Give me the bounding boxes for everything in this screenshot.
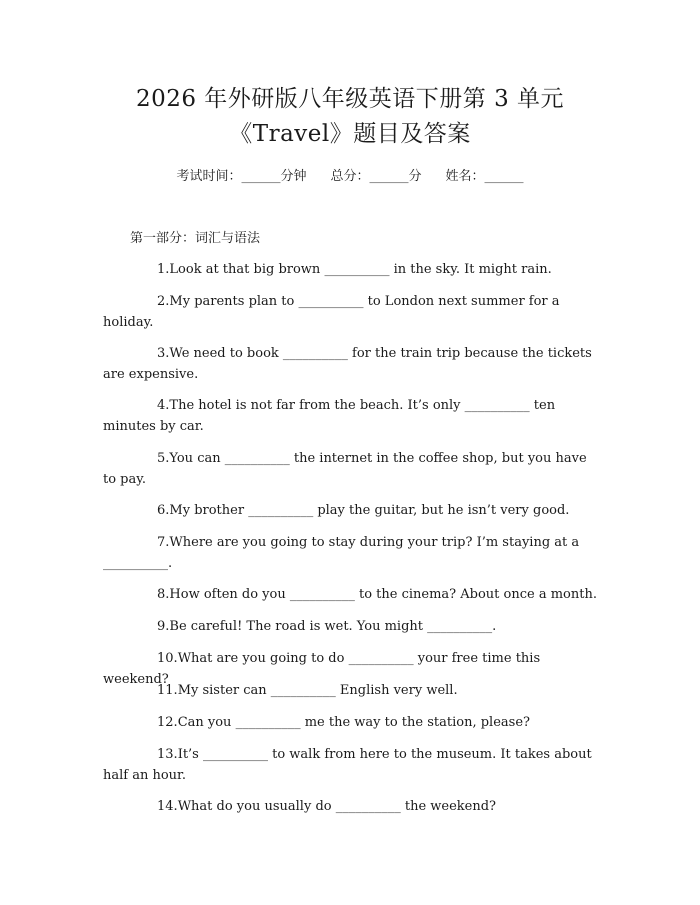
question-text: The hotel is not far from the beach. It’s only __________ ten minutes by car. [103,398,556,434]
total-score-label: 总分：______分 [330,169,422,184]
question-item [103,292,600,333]
question-number: 2. [157,294,170,309]
question-text: It’s __________ to walk from here to the museum. It takes about half an hour. [103,747,592,783]
section-heading: 第一部分：词汇与语法 [130,231,261,246]
question-item [103,501,600,522]
question-text: Where are you going to stay during your trip? I’m staying at a __________. [103,535,580,571]
question-number: 12. [157,715,178,730]
question-number: 3. [157,346,170,361]
question-item [103,797,600,818]
question-item [103,617,600,638]
question-text: Be careful! The road is wet. You might __________. [169,619,497,634]
question-item [103,344,600,385]
question-text: What are you going to do __________ your free time this weekend? [103,651,541,687]
question-number: 4. [157,398,170,413]
question-number: 10. [157,651,178,666]
question-number: 6. [157,503,170,518]
exam-info [0,168,700,186]
question-item [103,585,600,606]
document-title-line-2: 《Travel》题目及答案 [229,121,471,147]
question-number: 9. [157,619,170,634]
question-text: My parents plan to __________ to London next summer for a holiday. [103,294,560,330]
question-text: My sister can __________ English very well. [177,683,458,698]
question-text: What do you usually do __________ the weekend? [177,799,497,814]
question-number: 11. [157,683,178,698]
question-item [103,533,600,574]
question-text: My brother __________ play the guitar, but he isn’t very good. [169,503,570,518]
question-item [103,713,600,734]
question-number: 1. [157,262,170,277]
question-item [103,260,600,281]
student-name-label: 姓名：______ [445,169,524,184]
document-title-line-1: 2026 年外研版八年级英语下册第 3 单元 [135,86,565,112]
question-text: We need to book __________ for the train trip because the tickets are expensive. [103,346,592,382]
question-text: How often do you __________ to the cinema? About once a month. [169,587,597,602]
question-item [103,681,600,702]
question-number: 13. [157,747,178,762]
question-number: 8. [157,587,170,602]
question-number: 14. [157,799,178,814]
question-item [103,449,600,490]
question-number: 5. [157,451,170,466]
question-text: You can __________ the internet in the coffee shop, but you have to pay. [103,451,587,487]
question-text: Can you __________ me the way to the station, please? [177,715,530,730]
exam-time-label: 考试时间：______分钟 [176,169,307,184]
question-text: Look at that big brown __________ in the sky. It might rain. [169,262,552,277]
question-item [103,745,600,786]
question-number: 7. [157,535,170,550]
question-item [103,396,600,437]
